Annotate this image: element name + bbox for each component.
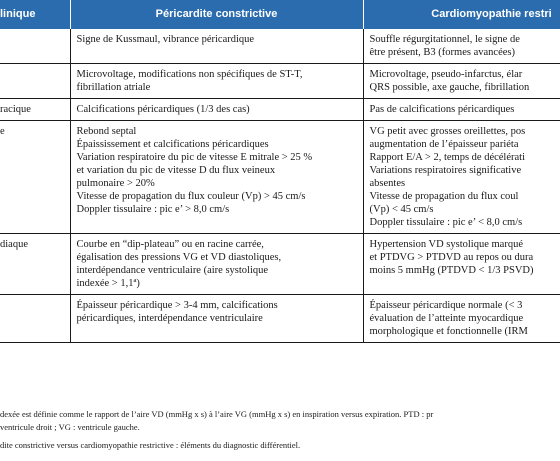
cell-line: moins 5 mmHg (PTDVD < 1/3 PSVD) [369, 265, 534, 276]
constrictive-pericarditis-cell [70, 295, 363, 343]
cell-line: VG petit avec grosses oreillettes, pos [369, 126, 526, 137]
cell-line: Doppler tissulaire : pic e’ > 8,0 cm/s [76, 204, 230, 215]
footnote-line: dexée est définie comme le rapport de l’aire VD (mmHg x s) à l’aire VG (mmHg x s) en inspiration versus expiration. PTD : pr [0, 409, 434, 419]
row-label [0, 29, 70, 64]
restrictive-cardiomyopathy-cell [363, 99, 560, 121]
constrictive-pericarditis-cell [70, 234, 363, 295]
cell-line: morphologique et fonctionnelle (IRM [369, 326, 528, 337]
cell-line: évaluation de l’atteinte myocardique [369, 313, 524, 324]
restrictive-cardiomyopathy-cell [363, 295, 560, 343]
cell-line: Hypertension VD systolique marqué [369, 239, 523, 250]
cell-line: Vitesse de propagation du flux coul [369, 191, 519, 202]
row-label: racique [0, 99, 70, 121]
table-row [0, 295, 560, 343]
cell-line: Microvoltage, modifications non spécifiques de ST-T, [76, 69, 303, 80]
table-row [0, 234, 560, 295]
cell-line: Rebond septal [76, 126, 137, 137]
cell-line: QRS possible, axe gauche, fibrillation [369, 82, 530, 93]
cell-line: Vitesse de propagation du flux couleur (Vp) > 45 cm/s [76, 191, 306, 202]
cell-line: Pas de calcifications péricardiques [369, 104, 515, 115]
cell-line: et variation du pic de vitesse D du flux veineux [76, 165, 276, 176]
table-header-row [0, 0, 560, 29]
cell-line: Microvoltage, pseudo-infarctus, élar [369, 69, 523, 80]
table-row [0, 99, 560, 121]
cell-line: Variation respiratoire du pic de vitesse E mitrale > 25 % [76, 152, 313, 163]
cell-line: égalisation des pressions VG et VD diastoliques, [76, 252, 282, 263]
header-criteria: linique [0, 0, 70, 29]
cell-line: Souffle régurgitationnel, le signe de [369, 34, 520, 45]
cell-line: être présent, B3 (formes avancées) [369, 47, 515, 58]
restrictive-cardiomyopathy-cell [363, 29, 560, 64]
restrictive-cardiomyopathy-cell [363, 64, 560, 99]
footnote-line: ventricule droit ; VG : ventricule gauche. [0, 422, 140, 432]
row-label: diaque [0, 234, 70, 295]
header-restrictive-cardiomyopathy: Cardiomyopathie restri [363, 0, 560, 29]
cell-line: (Vp) < 45 cm/s [369, 204, 434, 215]
cell-line: Rapport E/A > 2, temps de décélérati [369, 152, 526, 163]
cell-line: fibrillation atriale [76, 82, 151, 93]
constrictive-pericarditis-cell [70, 64, 363, 99]
cell-line: Épaisseur péricardique > 3-4 mm, calcifications [76, 300, 278, 311]
cell-line: interdépendance ventriculaire (aire systolique [76, 265, 269, 276]
table-row [0, 64, 560, 99]
table-caption: dite constrictive versus cardiomyopathie restrictive : éléments du diagnostic différentiel. [0, 440, 301, 450]
table-row [0, 29, 560, 64]
restrictive-cardiomyopathy-cell [363, 234, 560, 295]
table-row [0, 121, 560, 234]
row-label [0, 64, 70, 99]
cell-line: augmentation de l’épaisseur pariéta [369, 139, 519, 150]
restrictive-cardiomyopathy-cell [363, 121, 560, 234]
constrictive-pericarditis-cell [70, 121, 363, 234]
constrictive-pericarditis-cell [70, 99, 363, 121]
constrictive-pericarditis-cell [70, 29, 363, 64]
cell-line: absentes [369, 178, 406, 189]
cell-line: Doppler tissulaire : pic e’ < 8,0 cm/s [369, 217, 523, 228]
cell-line: pulmonaire > 20% [76, 178, 155, 189]
cell-line: et PTDVG > PTDVD au repos ou dura [369, 252, 534, 263]
cell-line: Courbe en “dip-plateau” ou en racine carrée, [76, 239, 264, 250]
row-label [0, 295, 70, 343]
cell-line: Signe de Kussmaul, vibrance péricardique [76, 34, 255, 45]
header-constrictive-pericarditis: Péricardite constrictive [70, 0, 363, 29]
cell-line: Épaississement et calcifications péricardiques [76, 139, 269, 150]
cell-line: Variations respiratoires significative [369, 165, 522, 176]
table-footnote [0, 408, 560, 434]
cell-line: péricardiques, interdépendance ventriculaire [76, 313, 263, 324]
cell-line: Calcifications péricardiques (1/3 des cas) [76, 104, 250, 115]
cell-line: Épaisseur péricardique normale (< 3 [369, 300, 523, 311]
cell-line: indexée > 1,1ª) [76, 278, 140, 289]
row-label: e [0, 121, 70, 234]
